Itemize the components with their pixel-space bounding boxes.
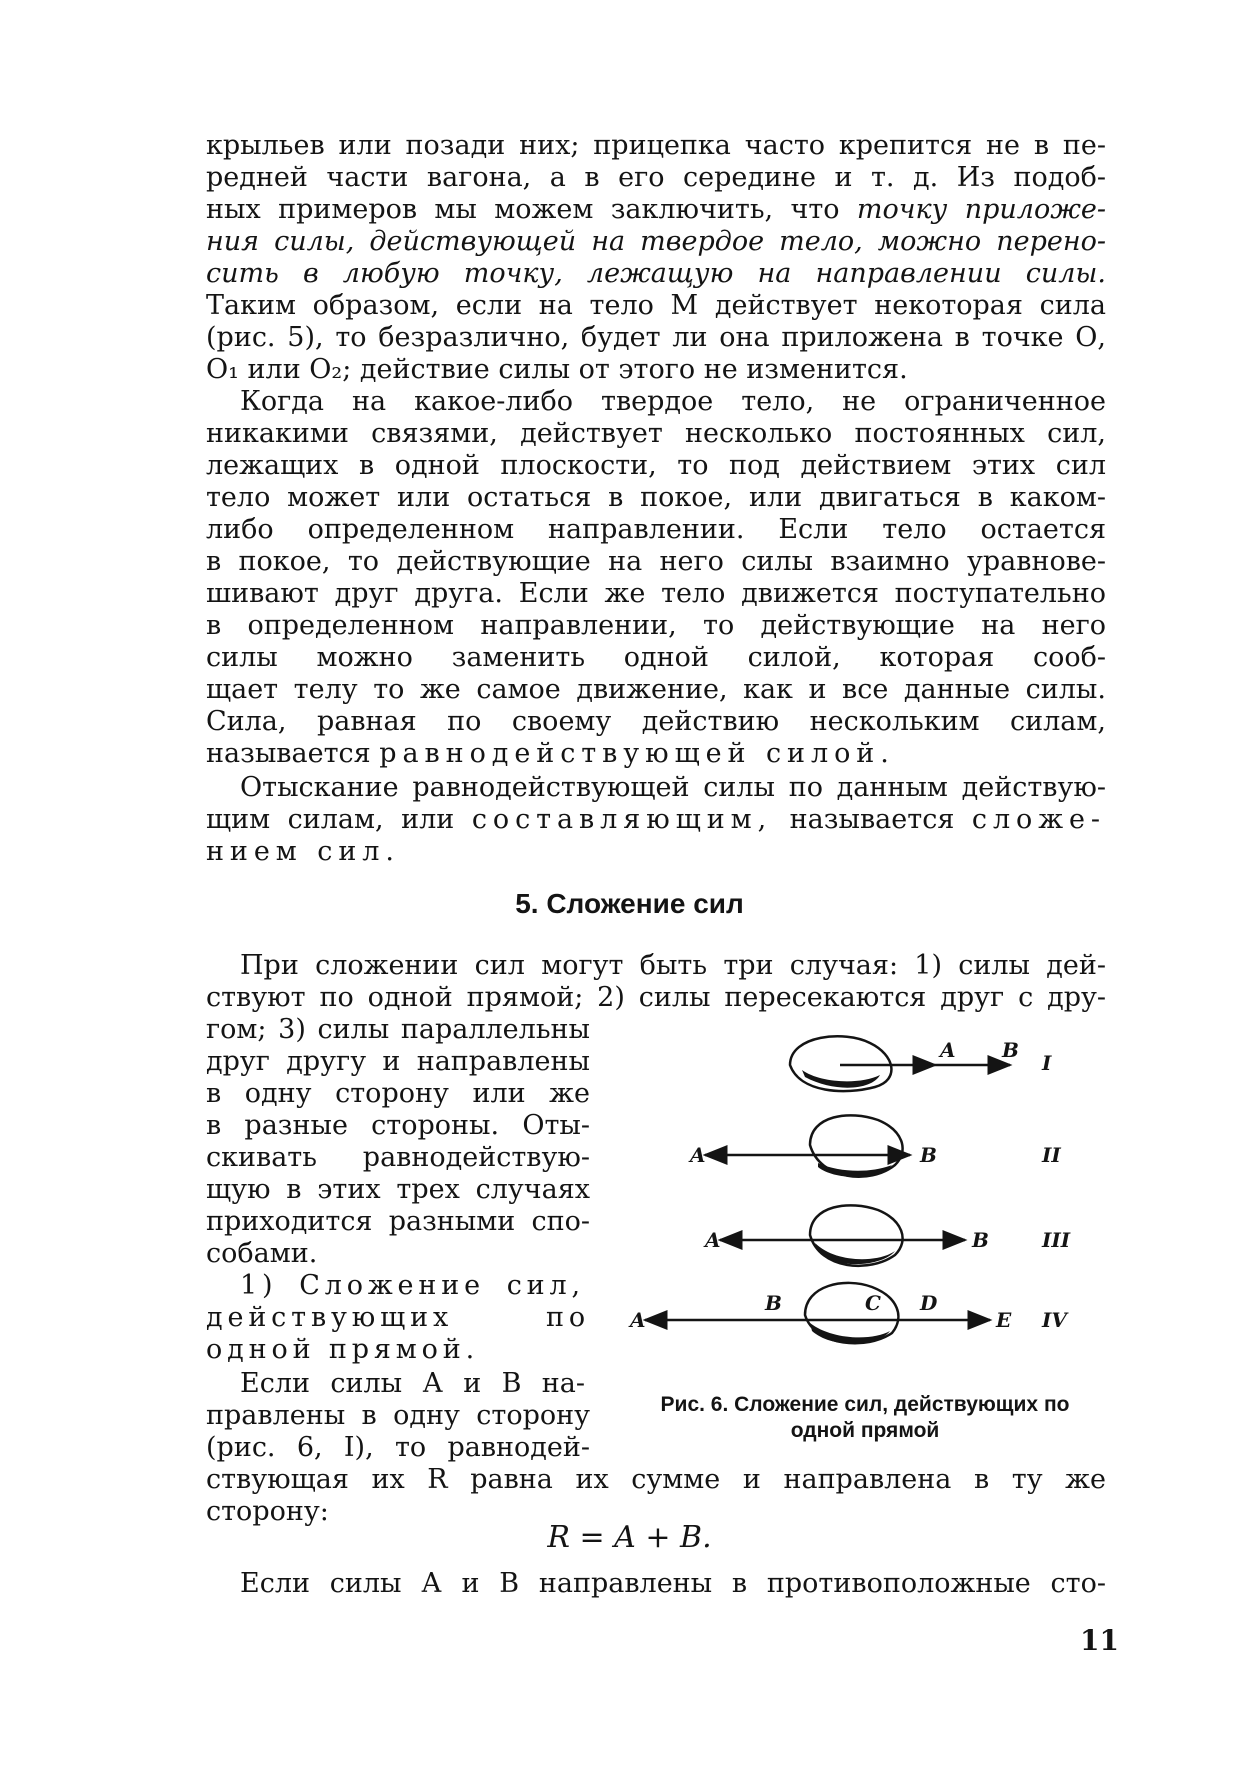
italic-line: ния силы, действующей на твердое тело, можно перено- bbox=[206, 226, 1106, 257]
text-line: либо определенном направлении. Если тело остается bbox=[206, 514, 1106, 545]
text-line: Таким образом, если на тело М действует некоторая сила bbox=[206, 290, 1106, 321]
page-number: 11 bbox=[1080, 1624, 1119, 1657]
figure-caption bbox=[615, 1392, 1115, 1444]
italic-text: точку приложе- bbox=[856, 194, 1107, 225]
spaced-term: сложе- bbox=[971, 804, 1106, 835]
text-span: называется bbox=[206, 738, 380, 769]
text-line: лежащих в одной плоскости, то под действием этих сил bbox=[206, 450, 1106, 481]
text-line: скивать равнодействую- bbox=[206, 1142, 590, 1173]
label-b: B bbox=[920, 1143, 937, 1167]
text-line: силы можно заменить одной силой, которая сооб- bbox=[206, 642, 1106, 673]
label-e: E bbox=[996, 1308, 1012, 1332]
row-number: III bbox=[1042, 1228, 1071, 1252]
text-line: приходится разными спо- bbox=[206, 1206, 590, 1237]
text-line: в разные стороны. Оты- bbox=[206, 1110, 590, 1141]
label-b: B bbox=[1002, 1038, 1019, 1062]
text-line: собами. bbox=[206, 1238, 318, 1269]
text-line: крыльев или позади них; прицепка часто крепится не в пе- bbox=[206, 130, 1106, 161]
text-span: называется bbox=[772, 804, 972, 835]
caption-line: Рис. 6. Сложение сил, действующих по bbox=[660, 1393, 1070, 1416]
italic-line: сить в любую точку, лежащую на направлении силы. bbox=[206, 258, 1106, 289]
text-line bbox=[206, 804, 1106, 836]
text-line bbox=[206, 738, 1106, 770]
text-line: в покое, то действующие на него силы взаимно уравнове- bbox=[206, 546, 1106, 577]
label-c: C bbox=[865, 1291, 881, 1315]
text-line: При сложении сил могут быть три случая: 1) силы дей- bbox=[240, 950, 1106, 981]
spaced-line: нием сил. bbox=[206, 836, 400, 867]
body-shape bbox=[810, 1205, 903, 1266]
text-line: ствующая их R равна их сумме и направлена в ту же bbox=[206, 1464, 1106, 1495]
label-a: A bbox=[630, 1308, 646, 1332]
text-line: гом; 3) силы параллельны bbox=[206, 1014, 590, 1045]
text-line: сторону: bbox=[206, 1496, 329, 1527]
label-b: B bbox=[765, 1291, 782, 1315]
text-line: О₁ или О₂; действие силы от этого не изменится. bbox=[206, 354, 908, 385]
row-number: IV bbox=[1042, 1308, 1067, 1332]
caption-line: одной прямой bbox=[790, 1419, 940, 1442]
text-line: никакими связями, действует несколько постоянных сил, bbox=[206, 418, 1106, 449]
label-a: A bbox=[690, 1143, 706, 1167]
text-line: Когда на какое-либо твердое тело, не ограниченное bbox=[240, 386, 1106, 417]
text-line: (рис. 5), то безразлично, будет ли она приложена в точке О, bbox=[206, 322, 1106, 353]
text-line: ствуют по одной прямой; 2) силы пересекаются друг с дру- bbox=[206, 982, 1106, 1013]
label-a: A bbox=[705, 1228, 721, 1252]
label-b: B bbox=[972, 1228, 989, 1252]
text-line: щает телу то же самое движение, как и все данные силы. bbox=[206, 674, 1106, 705]
spaced-line: действующих по bbox=[206, 1302, 590, 1333]
row-number: I bbox=[1042, 1051, 1052, 1075]
text-line: Если силы А и В на- bbox=[240, 1368, 585, 1399]
spaced-term: составляющим, bbox=[471, 804, 773, 835]
text-line: друг другу и направлены bbox=[206, 1046, 590, 1077]
force-addition-figure bbox=[610, 1015, 1110, 1385]
section-heading: 5. Сложение сил bbox=[515, 888, 744, 919]
text-line: щую в этих трех случаях bbox=[206, 1174, 590, 1205]
text-line: Сила, равная по своему действию нескольким силам, bbox=[206, 706, 1106, 737]
text-line: шивают друг друга. Если же тело движется поступательно bbox=[206, 578, 1106, 609]
text-line: Отыскание равнодействующей силы по данным действую- bbox=[240, 772, 1106, 803]
label-d: D bbox=[920, 1291, 938, 1315]
text-line: редней части вагона, а в его середине и т. д. Из подоб- bbox=[206, 162, 1106, 193]
row-number: II bbox=[1042, 1143, 1061, 1167]
text-span: ных примеров мы можем заключить, что bbox=[206, 194, 857, 225]
text-line: в одну сторону или же bbox=[206, 1078, 590, 1109]
text-line: правлены в одну сторону bbox=[206, 1400, 590, 1431]
label-a: A bbox=[940, 1038, 956, 1062]
spaced-term: равнодействующей силой. bbox=[379, 738, 895, 769]
text-line: в определенном направлении, то действующие на него bbox=[206, 610, 1106, 641]
text-line: Если силы А и В направлены в противоположные сто- bbox=[240, 1568, 1106, 1599]
text-line: тело может или остаться в покое, или двигаться в каком- bbox=[206, 482, 1106, 513]
spaced-line: 1) Сложение сил, bbox=[240, 1270, 585, 1301]
text-line bbox=[206, 194, 1106, 226]
text-span: щим силам, или bbox=[206, 804, 472, 835]
text-line: (рис. 6, I), то равнодей- bbox=[206, 1432, 590, 1463]
spaced-line: одной прямой. bbox=[206, 1334, 480, 1365]
formula: R = A + B. bbox=[547, 1520, 712, 1555]
